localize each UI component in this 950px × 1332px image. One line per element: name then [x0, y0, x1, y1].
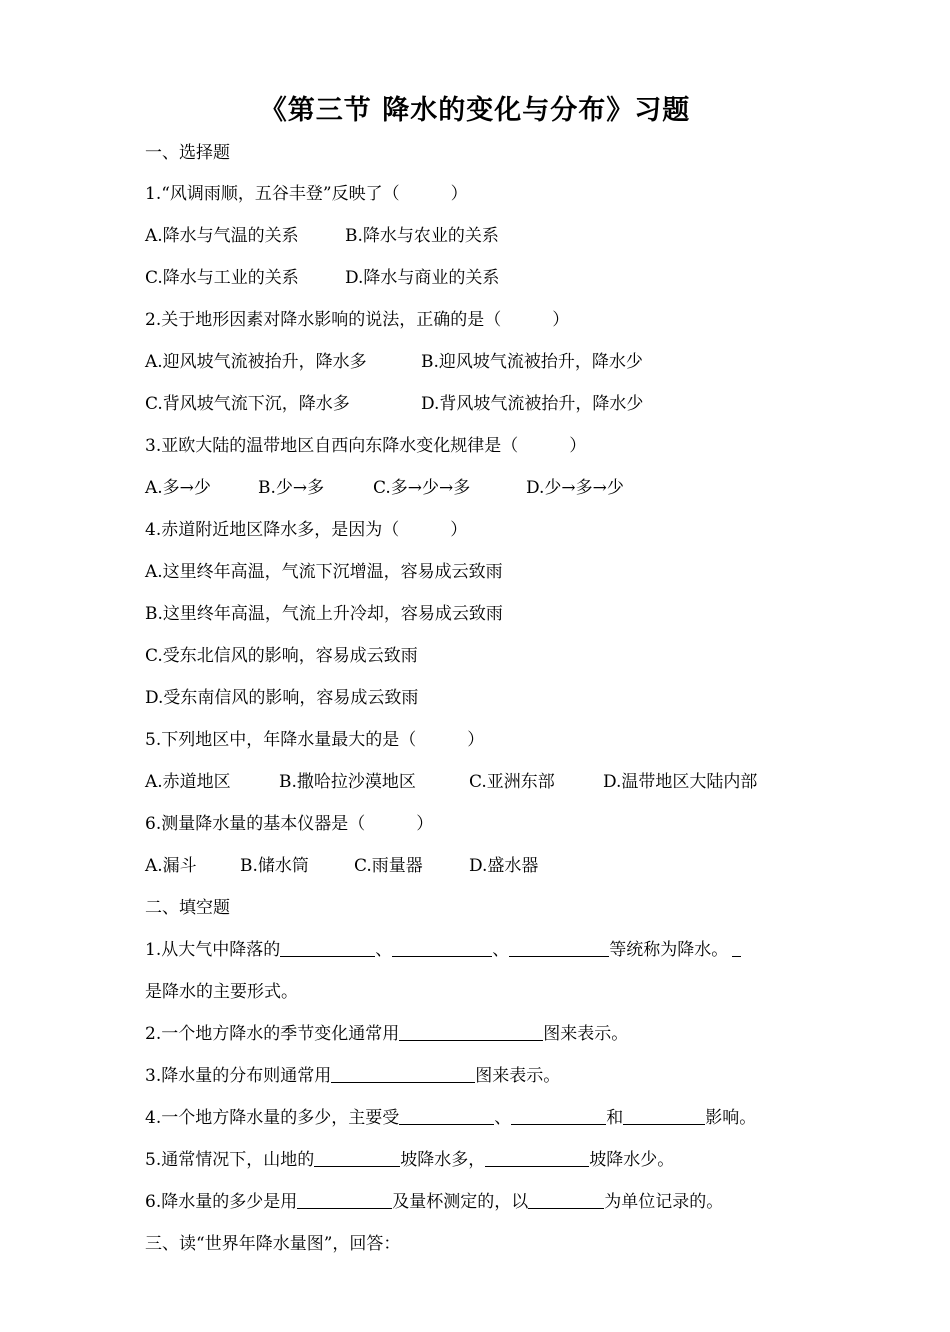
answer-blank[interactable]: [509, 938, 609, 957]
option-b: B.少→多: [258, 478, 325, 498]
option-b: B.撒哈拉沙漠地区: [279, 772, 416, 792]
fill-question-6: 6.降水量的多少是用 及量杯测定的，以 为单位记录的。: [145, 1192, 724, 1212]
fill-question-5: 5.通常情况下，山地的 坡降水多， 坡降水少。: [145, 1150, 675, 1170]
option-a: A.迎风坡气流被抬升，降水多: [145, 352, 367, 372]
section-heading-fill: 二、填空题: [145, 898, 230, 918]
fill-question-1-cont: 是降水的主要形式。: [145, 982, 298, 1002]
option-a: A.漏斗: [145, 856, 197, 876]
question-3-stem: 3.亚欧大陆的温带地区自西向东降水变化规律是（ ）: [145, 436, 587, 456]
question-4-option-a: A.这里终年高温，气流下沉增温，容易成云致雨: [145, 562, 503, 582]
option-b: B.储水筒: [240, 856, 309, 876]
answer-blank[interactable]: [399, 1022, 543, 1041]
answer-blank[interactable]: [314, 1148, 400, 1167]
option-c: C.雨量器: [354, 856, 423, 876]
fill-question-3: 3.降水量的分布则通常用 图来表示。: [145, 1066, 561, 1086]
option-d: D.少→多→少: [526, 478, 624, 498]
answer-blank[interactable]: [732, 938, 741, 957]
option-a: A.降水与气温的关系: [145, 226, 299, 246]
option-c: C.降水与工业的关系: [145, 268, 299, 288]
option-a: A.赤道地区: [145, 772, 231, 792]
section-heading-map: 三、读“世界年降水量图”，回答：: [145, 1234, 401, 1254]
answer-blank[interactable]: [528, 1190, 604, 1209]
option-d: D.降水与商业的关系: [345, 268, 500, 288]
question-1-options-row1: [145, 224, 499, 248]
answer-blank[interactable]: [511, 1106, 606, 1125]
question-2-options-row1: [145, 350, 643, 374]
question-4-option-d: D.受东南信风的影响，容易成云致雨: [145, 688, 419, 708]
question-3-options: [145, 476, 624, 500]
question-4-option-c: C.受东北信风的影响，容易成云致雨: [145, 646, 418, 666]
question-1-stem: 1.“风调雨顺，五谷丰登”反映了（ ）: [145, 184, 468, 204]
option-a: A.多→少: [145, 478, 211, 498]
answer-blank[interactable]: [399, 1106, 494, 1125]
option-b: B.降水与农业的关系: [345, 226, 499, 246]
option-c: C.背风坡气流下沉，降水多: [145, 394, 350, 414]
section-heading-choice: 一、选择题: [145, 143, 230, 163]
question-2-stem: 2.关于地形因素对降水影响的说法，正确的是（ ）: [145, 310, 570, 330]
answer-blank[interactable]: [623, 1106, 705, 1125]
question-1-options-row2: [145, 266, 499, 290]
question-6-options: [145, 854, 538, 878]
question-5-stem: 5.下列地区中，年降水量最大的是（ ）: [145, 730, 485, 750]
fill-question-4: 4.一个地方降水量的多少，主要受 、 和 影响。: [145, 1108, 757, 1128]
option-d: D.背风坡气流被抬升，降水少: [421, 394, 644, 414]
answer-blank[interactable]: [485, 1148, 589, 1167]
fill-question-2: 2.一个地方降水的季节变化通常用 图来表示。: [145, 1024, 629, 1044]
question-5-options: [145, 770, 757, 794]
question-4-stem: 4.赤道附近地区降水多，是因为（ ）: [145, 520, 468, 540]
question-4-option-b: B.这里终年高温，气流上升冷却，容易成云致雨: [145, 604, 503, 624]
option-b: B.迎风坡气流被抬升，降水少: [421, 352, 643, 372]
answer-blank[interactable]: [331, 1064, 475, 1083]
option-c: C.亚洲东部: [469, 772, 555, 792]
option-d: D.盛水器: [469, 856, 539, 876]
fill-question-1: 1.从大气中降落的 、 、 等统称为降水。: [145, 938, 741, 962]
question-6-stem: 6.测量降水量的基本仪器是（ ）: [145, 814, 434, 834]
question-2-options-row2: [145, 392, 643, 416]
option-d: D.温带地区大陆内部: [603, 772, 758, 792]
page-title: 《第三节 降水的变化与分布》习题: [259, 95, 691, 126]
answer-blank[interactable]: [280, 938, 375, 957]
answer-blank[interactable]: [392, 938, 492, 957]
answer-blank[interactable]: [297, 1190, 392, 1209]
option-c: C.多→少→多: [373, 478, 471, 498]
